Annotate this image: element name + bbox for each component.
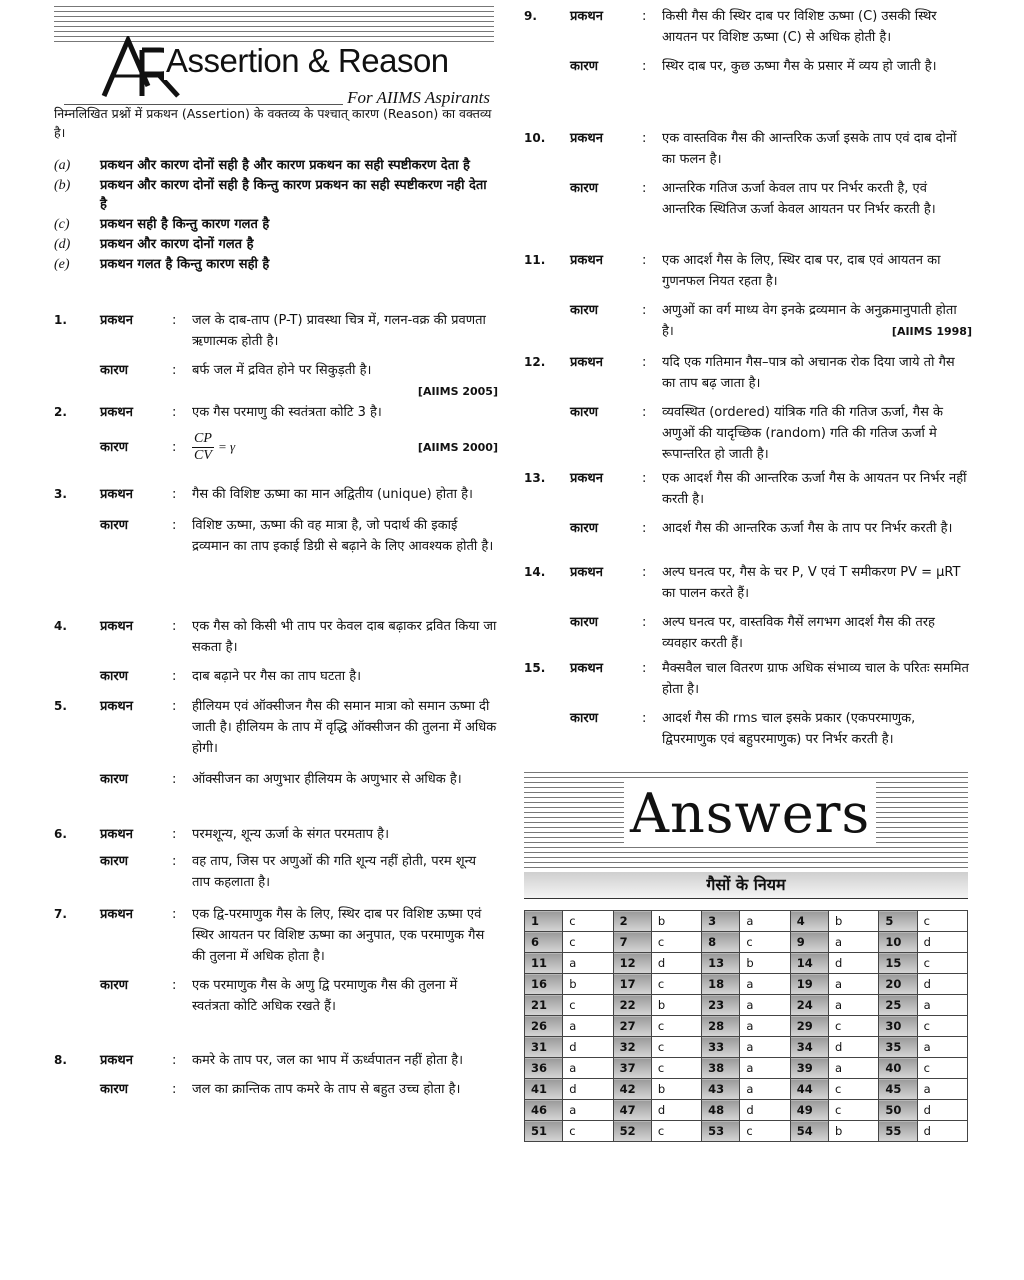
answer-option: a	[828, 974, 878, 995]
answer-number: 52	[613, 1121, 651, 1142]
table-row	[525, 1037, 968, 1058]
answer-number: 44	[790, 1079, 828, 1100]
question-5: 5. प्रकथन : हीलियम एवं ऑक्सीजन गैस की समान मात्रा को समान ऊष्मा दी जाती है। हीलियम के ताप में वृद्धि ऑक्सीजन की तुलना में अधिक होगी। कारण : ऑक्सीजन का अणुभार हीलियम के अणुभार से अधिक है।	[54, 699, 497, 787]
answer-option: a	[740, 1058, 790, 1079]
answer-number: 15	[879, 953, 917, 974]
option-e: (e) प्रकथन गलत है किन्तु कारण सही है	[54, 257, 270, 272]
table-row	[525, 1058, 968, 1079]
answer-option: b	[651, 911, 701, 932]
option-c: (c) प्रकथन सही है किन्तु कारण गलत है	[54, 217, 270, 232]
answer-number: 2	[613, 911, 651, 932]
answer-number: 35	[879, 1037, 917, 1058]
answer-number: 49	[790, 1100, 828, 1121]
answer-number: 46	[525, 1100, 563, 1121]
answer-option: d	[828, 953, 878, 974]
question-12: 12. प्रकथन : यदि एक गतिमान गैस–पात्र को अचानक रोक दिया जाये तो गैस का ताप बढ़ जाता है। कारण : व्यवस्थित (ordered) यांत्रिक गति की गतिज ऊर्जा, गैस के अणुओं की यादृच्छिक (random) गति की गतिज ऊर्जा मे रूपान्तरित हो जाती है।	[524, 355, 955, 462]
answer-number: 50	[879, 1100, 917, 1121]
answer-option: c	[651, 1058, 701, 1079]
answer-option: c	[917, 953, 967, 974]
option-a: (a) प्रकथन और कारण दोनों सही है और कारण प्रकथन का सही स्पष्टीकरण देता है	[54, 158, 470, 173]
question-7: 7. प्रकथन : एक द्वि-परमाणुक गैस के लिए, स्थिर दाब पर विशिष्ट ऊष्मा एवं स्थिर आयतन पर विशिष्ट ऊष्मा का अनुपात, एक परमाणुक गैस की तुलना में अधिक होता है। कारण : एक परमाणुक गैस के अणु द्वि परमाणुक गैस की तुलना में स्वतंत्रता कोटि अधिक रखते हैं।	[54, 907, 485, 1014]
question-14: 14. प्रकथन : अल्प घनत्व पर, गैस के चर P, V एवं T समीकरण PV = μRT का पालन करते हैं। कारण : अल्प घनत्व पर, वास्तविक गैसें लगभग आदर्श गैस की तरह व्यवहार करती हैं।	[524, 565, 961, 651]
answer-option: a	[917, 1037, 967, 1058]
answer-option: c	[651, 1016, 701, 1037]
answer-option: a	[563, 1016, 613, 1037]
answer-number: 40	[879, 1058, 917, 1079]
answer-number: 21	[525, 995, 563, 1016]
question-11: 11. प्रकथन : एक आदर्श गैस के लिए, स्थिर दाब पर, दाब एवं आयतन का गुणनफल नियत रहता है। कारण : अणुओं का वर्ग माध्य वेग इनके द्रव्यमान के अनुक्रमानुपाती होता है। [AIIMS 1998]	[524, 253, 972, 339]
answer-option: d	[651, 953, 701, 974]
answer-option: a	[828, 1058, 878, 1079]
answer-option: a	[563, 1100, 613, 1121]
answer-number: 54	[790, 1121, 828, 1142]
answer-option: c	[563, 1121, 613, 1142]
answer-option: b	[828, 911, 878, 932]
answer-option: d	[917, 1121, 967, 1142]
answer-number: 19	[790, 974, 828, 995]
question-4: 4. प्रकथन : एक गैस को किसी भी ताप पर केवल दाब बढ़ाकर द्रवित किया जा सकता है। कारण : दाब बढ़ाने पर गैस का ताप घटता है।	[54, 619, 497, 684]
answer-number: 51	[525, 1121, 563, 1142]
table-row	[525, 953, 968, 974]
answer-option: a	[828, 932, 878, 953]
answer-number: 32	[613, 1037, 651, 1058]
page-title: Assertion & Reason	[164, 42, 455, 80]
question-9: 9. प्रकथन : किसी गैस की स्थिर दाब पर विशिष्ट ऊष्मा (C) उसकी स्थिर आयतन पर विशिष्ट ऊष्मा (C) से अधिक होती है। कारण : स्थिर दाब पर, कुछ ऊष्मा गैस के प्रसार में व्यय हो जाती है।	[524, 9, 937, 74]
intro-text: निम्नलिखित प्रश्नों में प्रकथन (Assertion) के वक्तव्य के पश्चात् कारण (Reason) का वक्तव्य है।	[54, 106, 492, 140]
answer-option: a	[740, 1079, 790, 1100]
answer-number: 36	[525, 1058, 563, 1079]
answer-option: d	[917, 932, 967, 953]
answer-option: d	[917, 1100, 967, 1121]
answer-option: c	[740, 932, 790, 953]
answer-option: c	[651, 1121, 701, 1142]
answer-option: a	[740, 1037, 790, 1058]
answer-option: c	[651, 932, 701, 953]
answer-number: 29	[790, 1016, 828, 1037]
answers-section-title: गैसों के नियम	[524, 872, 968, 899]
answer-number: 28	[702, 1016, 740, 1037]
question-15: 15. प्रकथन : मैक्सवैल चाल वितरण ग्राफ अधिक संभाव्य चाल के परितः सममित होता है। कारण : आदर्श गैस की rms चाल इसके प्रकार (एकपरमाणुक, द्विपरमाणुक एवं बहुपरमाणुक) पर निर्भर करती है।	[524, 661, 969, 747]
answer-number: 11	[525, 953, 563, 974]
answer-number: 20	[879, 974, 917, 995]
answer-option: a	[563, 1058, 613, 1079]
answer-number: 10	[879, 932, 917, 953]
answer-option: c	[828, 1079, 878, 1100]
answer-option: b	[740, 953, 790, 974]
answer-number: 4	[790, 911, 828, 932]
question-13: 13. प्रकथन : एक आदर्श गैस की आन्तरिक ऊर्जा गैस के आयतन पर निर्भर नहीं करती है। कारण : आदर्श गैस की आन्तरिक ऊर्जा गैस के ताप पर निर्भर करती है।	[524, 471, 967, 536]
answers-table	[524, 910, 968, 1142]
answer-option: c	[740, 1121, 790, 1142]
answer-option: c	[563, 995, 613, 1016]
answer-number: 7	[613, 932, 651, 953]
answer-number: 1	[525, 911, 563, 932]
answer-option: a	[740, 1016, 790, 1037]
answer-option: c	[651, 974, 701, 995]
answer-number: 48	[702, 1100, 740, 1121]
answer-option: d	[828, 1037, 878, 1058]
question-1: 1. प्रकथन : जल के दाब-ताप (P-T) प्रावस्था चित्र में, गलन-वक्र की प्रवणता ऋणात्मक होती है। कारण : बर्फ जल में द्रवित होने पर सिकुड़ती है। [AIIMS 2005]	[54, 313, 498, 398]
answer-option: b	[563, 974, 613, 995]
answer-number: 45	[879, 1079, 917, 1100]
answer-number: 25	[879, 995, 917, 1016]
table-row	[525, 974, 968, 995]
answer-number: 13	[702, 953, 740, 974]
table-row	[525, 995, 968, 1016]
answers-heading: Answers	[624, 782, 876, 845]
answer-number: 43	[702, 1079, 740, 1100]
table-row	[525, 1016, 968, 1037]
answer-number: 55	[879, 1121, 917, 1142]
answer-option: a	[740, 974, 790, 995]
table-row	[525, 1100, 968, 1121]
answer-number: 24	[790, 995, 828, 1016]
question-6: 6. प्रकथन : परमशून्य, शून्य ऊर्जा के संगत परमताप है। कारण : वह ताप, जिस पर अणुओं की गति शून्य नहीं होती, परम शून्य ताप कहलाता है।	[54, 827, 477, 890]
answer-number: 3	[702, 911, 740, 932]
answer-number: 31	[525, 1037, 563, 1058]
answer-number: 5	[879, 911, 917, 932]
answer-option: d	[563, 1037, 613, 1058]
table-row	[525, 911, 968, 932]
answer-number: 23	[702, 995, 740, 1016]
answer-option: d	[917, 974, 967, 995]
table-row	[525, 1121, 968, 1142]
answer-option: d	[563, 1079, 613, 1100]
page-subtitle: For AIIMS Aspirants	[343, 88, 494, 108]
answer-option: a	[828, 995, 878, 1016]
answer-option: c	[651, 1037, 701, 1058]
answer-option: c	[917, 911, 967, 932]
question-3: 3. प्रकथन : गैस की विशिष्ट ऊष्मा का मान अद्वितीय (unique) होता है। कारण : विशिष्ट ऊष्मा, ऊष्मा की वह मात्रा है, जो पदार्थ की इकाई द्रव्यमान का ताप इकाई डिग्री से बढ़ाने के लिए आवश्यक होती है।	[54, 487, 494, 554]
answer-number: 26	[525, 1016, 563, 1037]
answer-number: 38	[702, 1058, 740, 1079]
answer-option: a	[917, 1079, 967, 1100]
answer-number: 22	[613, 995, 651, 1016]
answer-option: c	[828, 1016, 878, 1037]
answer-option: d	[740, 1100, 790, 1121]
options-list	[54, 156, 498, 275]
answer-option: a	[563, 953, 613, 974]
table-row	[525, 1079, 968, 1100]
answer-option: a	[917, 995, 967, 1016]
question-10: 10. प्रकथन : एक वास्तविक गैस की आन्तरिक ऊर्जा इसके ताप एवं दाब दोनों का फलन है। कारण : आन्तरिक गतिज ऊर्जा केवल ताप पर निर्भर करती है, एवं आन्तरिक स्थितिज ऊर्जा केवल आयतन पर निर्भर करती है।	[524, 131, 957, 217]
table-row	[525, 932, 968, 953]
question-8: 8. प्रकथन : कमरे के ताप पर, जल का भाप में ऊर्ध्वपातन नहीं होता है। कारण : जल का क्रान्तिक ताप कमरे के ताप से बहुत उच्च होता है।	[54, 1053, 464, 1097]
answer-option: c	[563, 911, 613, 932]
answer-option: b	[828, 1121, 878, 1142]
answer-number: 16	[525, 974, 563, 995]
answer-option: b	[651, 995, 701, 1016]
answer-option: a	[740, 995, 790, 1016]
answer-number: 39	[790, 1058, 828, 1079]
option-b: (b) प्रकथन और कारण दोनों सही है किन्तु कारण प्रकथन का सही स्पष्टीकरण नही देता है	[54, 178, 487, 212]
answer-number: 18	[702, 974, 740, 995]
answer-number: 14	[790, 953, 828, 974]
answer-number: 53	[702, 1121, 740, 1142]
answer-number: 17	[613, 974, 651, 995]
answer-number: 37	[613, 1058, 651, 1079]
answer-option: c	[828, 1100, 878, 1121]
answer-option: b	[651, 1079, 701, 1100]
answer-number: 33	[702, 1037, 740, 1058]
answer-option: d	[651, 1100, 701, 1121]
answer-number: 6	[525, 932, 563, 953]
answer-number: 47	[613, 1100, 651, 1121]
answer-number: 8	[702, 932, 740, 953]
answer-option: c	[917, 1016, 967, 1037]
answer-number: 41	[525, 1079, 563, 1100]
cp-cv-ratio: $\frac{CP}{CV}$ = γ	[194, 431, 236, 463]
answer-number: 9	[790, 932, 828, 953]
answer-option: c	[917, 1058, 967, 1079]
option-d: (d) प्रकथन और कारण दोनों गलत है	[54, 237, 254, 252]
answer-number: 30	[879, 1016, 917, 1037]
answer-option: c	[563, 932, 613, 953]
answer-option: a	[740, 911, 790, 932]
answer-number: 34	[790, 1037, 828, 1058]
answer-number: 12	[613, 953, 651, 974]
answer-number: 42	[613, 1079, 651, 1100]
answer-number: 27	[613, 1016, 651, 1037]
question-2: 2. प्रकथन : एक गैस परमाणु की स्वतंत्रता कोटि 3 है। कारण : $\frac{CP}{CV}$ = γ [AIIMS 2000]	[54, 405, 498, 463]
